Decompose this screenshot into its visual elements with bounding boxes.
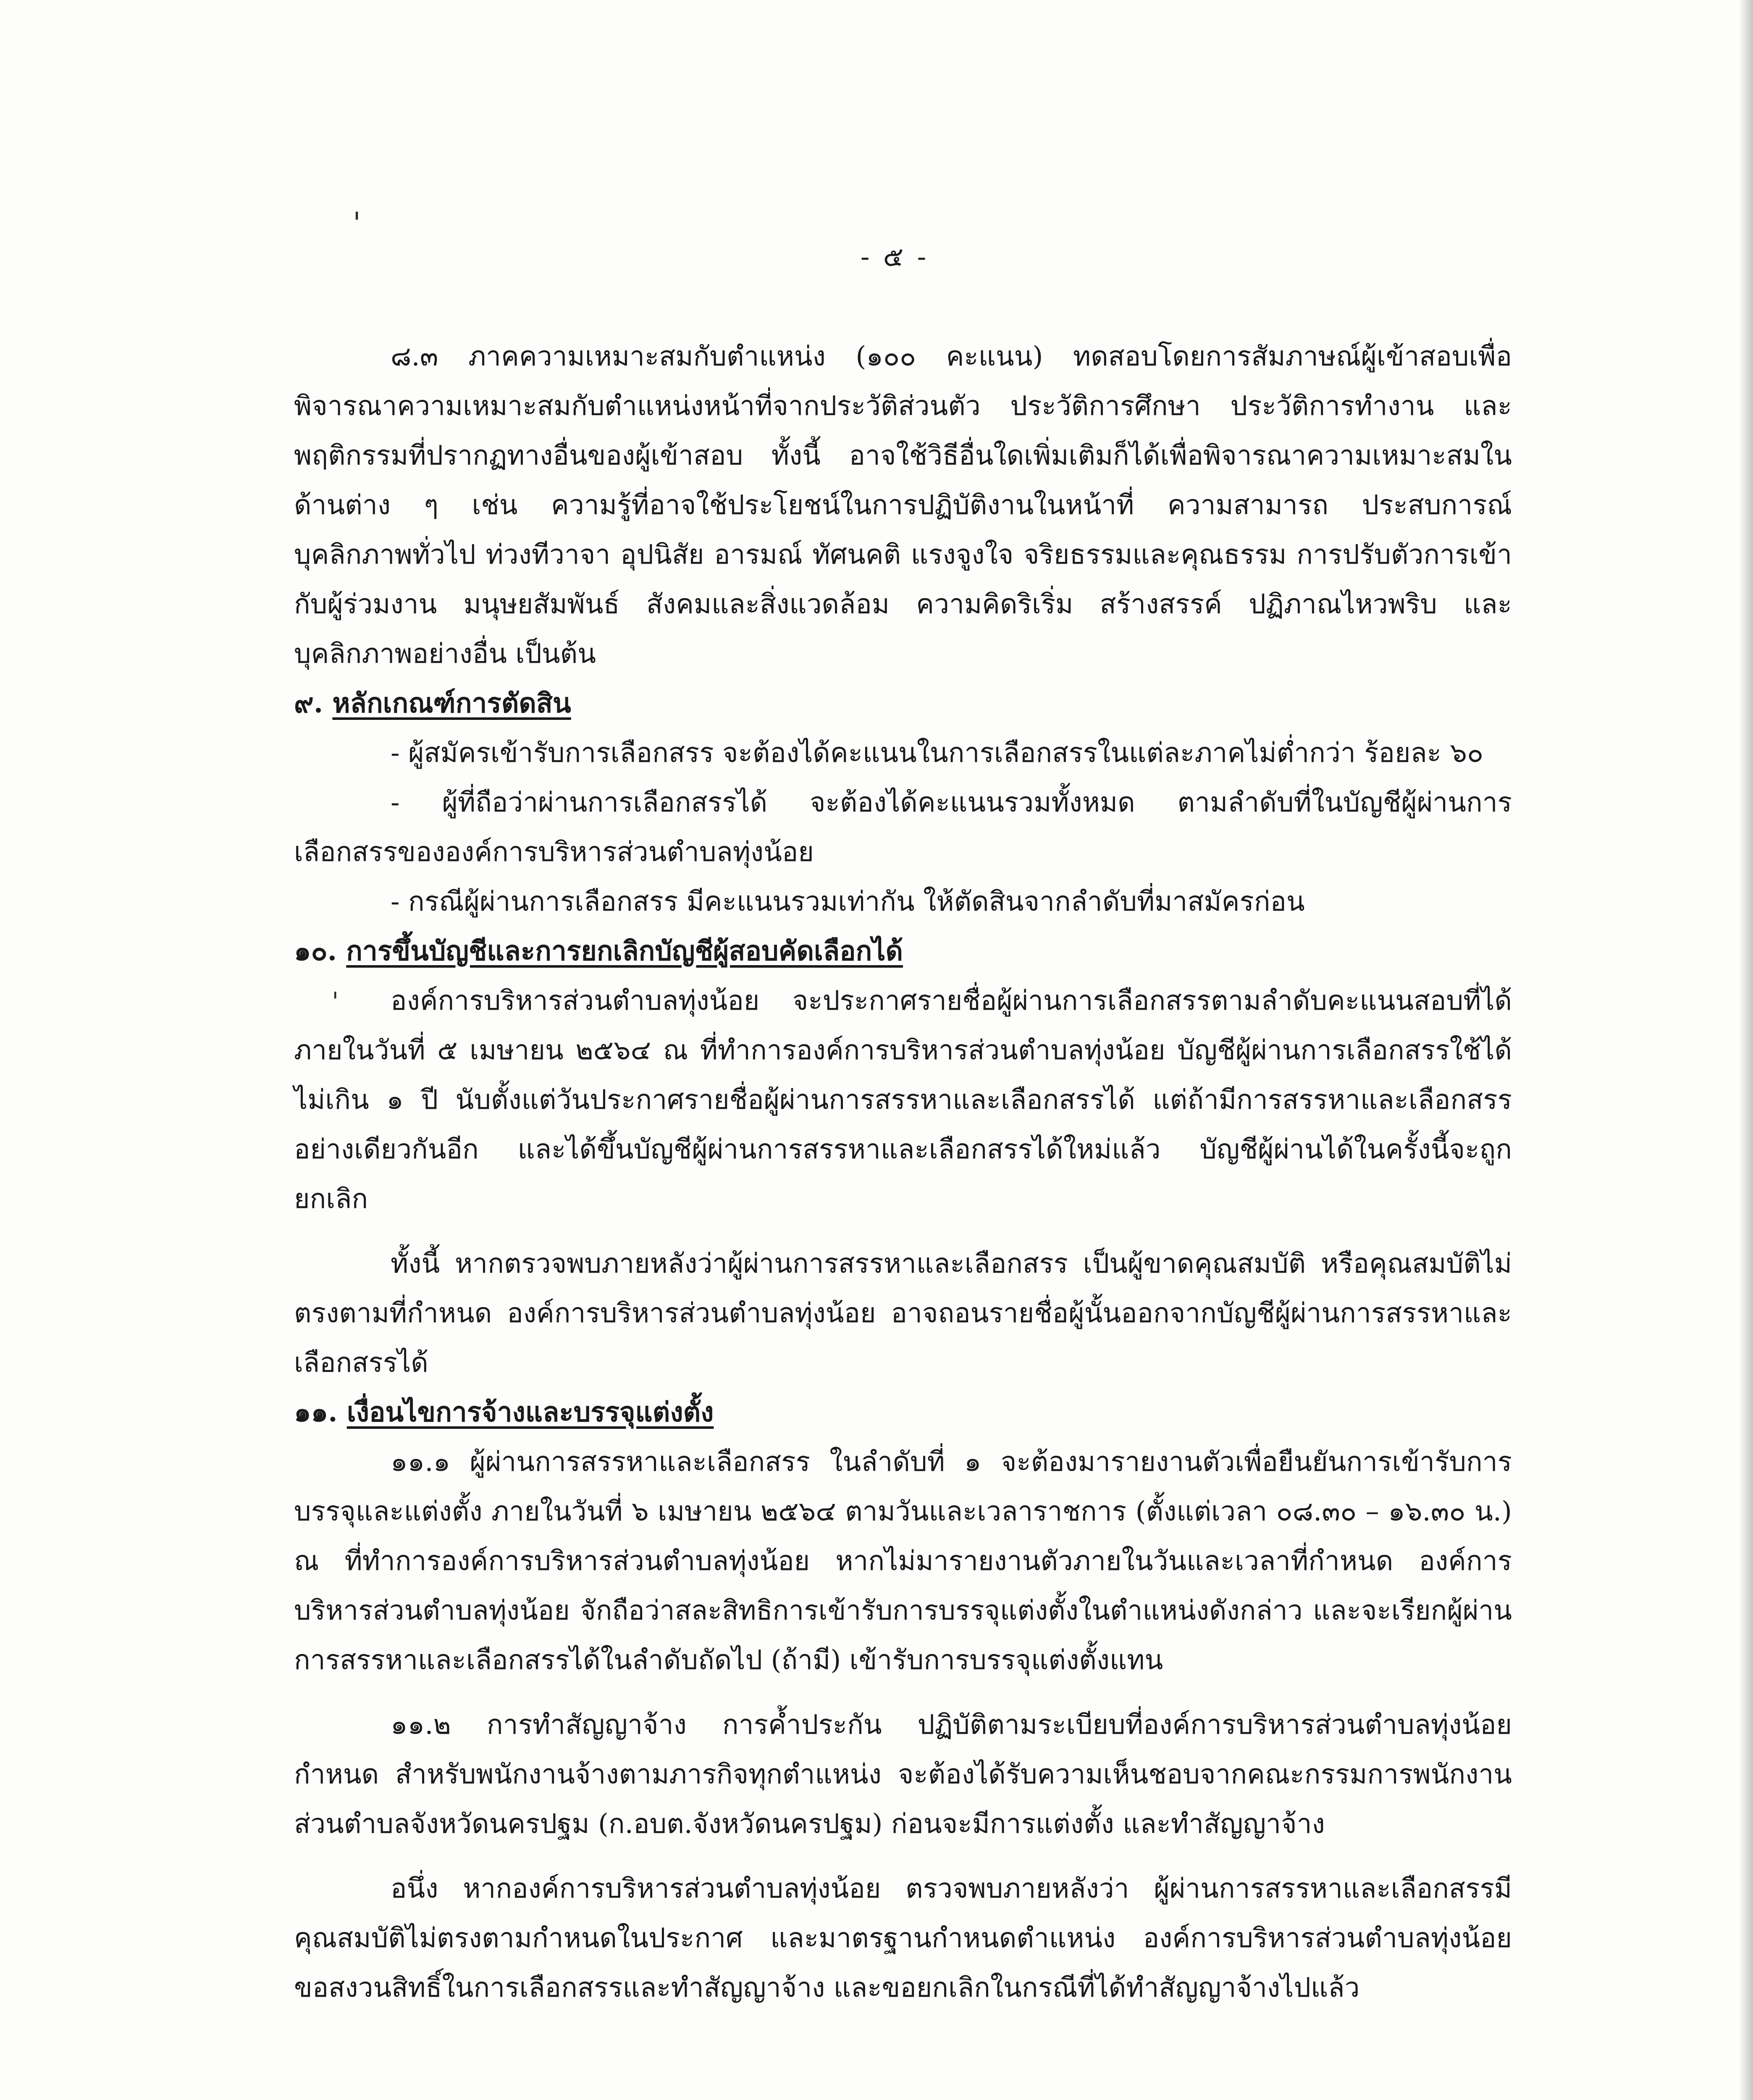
section-11-paragraph-3: อนึ่ง หากองค์การบริหารส่วนตำบลทุ่งน้อย ตรวจพบภายหลังว่า ผู้ผ่านการสรรหาและเลือกสรรมีคุณสมบัติไม่ตรงตามกำหนดในประกาศ และมาตรฐานกำหนดตำแหน่ง องค์การบริหารส่วนตำบลทุ่งน้อย ขอสงวนสิทธิ์ในการเลือกสรรและทำสัญญาจ้าง และขอยกเลิกในกรณีที่ได้ทำสัญญาจ้างไปแล้ว <box>294 1873 1512 2003</box>
section-10-number: ๑๐. <box>294 935 337 967</box>
section-10-heading <box>294 927 1512 976</box>
document-body <box>294 332 1512 2013</box>
section-11-paragraph-2: ๑๑.๒ การทำสัญญาจ้าง การค้ำประกัน ปฏิบัติตามระเบียบที่องค์การบริหารส่วนตำบลทุ่งน้อยกำหนด สำหรับพนักงานจ้างตามภารกิจทุกตำแหน่ง จะต้องได้รับความเห็นชอบจากคณะกรรมการพนักงานส่วนตำบลจังหวัดนครปฐม (ก.อบต.จังหวัดนครปฐม) ก่อนจะมีการแต่งตั้ง และทำสัญญาจ้าง <box>294 1709 1512 1840</box>
section-9-title: หลักเกณฑ์การตัดสิน <box>332 688 571 719</box>
section-9-item-2: - ผู้ที่ถือว่าผ่านการเลือกสรรได้ จะต้องได้คะแนนรวมทั้งหมด ตามลำดับที่ในบัญชีผู้ผ่านการเลือกสรรขององค์การบริหารส่วนตำบลทุ่งน้อย <box>294 787 1512 868</box>
section-9-item-3: - กรณีผู้ผ่านการเลือกสรร มีคะแนนรวมเท่ากัน ให้ตัดสินจากลำดับที่มาสมัครก่อน <box>391 886 1305 917</box>
stray-pen-mark: ' <box>353 206 361 240</box>
section-11-title: เงื่อนไขการจ้างและบรรจุแต่งตั้ง <box>346 1396 714 1428</box>
page-edge-shadow <box>1739 0 1753 2100</box>
section-9-heading <box>294 679 1512 728</box>
section-11-paragraph-1: ๑๑.๑ ผู้ผ่านการสรรหาและเลือกสรร ในลำดับที่ ๑ จะต้องมารายงานตัวเพื่อยืนยันการเข้ารับการบรรจุและแต่งตั้ง ภายในวันที่ ๖ เมษายน ๒๕๖๔ ตามวันและเวลาราชการ (ตั้งแต่เวลา ๐๘.๓๐ – ๑๖.๓๐ น.) ณ ที่ทำการองค์การบริหารส่วนตำบลทุ่งน้อย หากไม่มารายงานตัวภายในวันและเวลาที่กำหนด องค์การบริหารส่วนตำบลทุ่งน้อย จักถือว่าสละสิทธิการเข้ารับการบรรจุแต่งตั้งในตำแหน่งดังกล่าว และจะเรียกผู้ผ่านการสรรหาและเลือกสรรได้ในลำดับถัดไป (ถ้ามี) เข้ารับการบรรจุแต่งตั้งแทน <box>294 1446 1512 1676</box>
section-11-heading <box>294 1388 1512 1437</box>
section-10-paragraph-2: ทั้งนี้ หากตรวจพบภายหลังว่าผู้ผ่านการสรรหาและเลือกสรร เป็นผู้ขาดคุณสมบัติ หรือคุณสมบัติไม่ตรงตามที่กำหนด องค์การบริหารส่วนตำบลทุ่งน้อย อาจถอนรายชื่อผู้นั้นออกจากบัญชีผู้ผ่านการสรรหาและเลือกสรรได้ <box>294 1248 1512 1378</box>
stray-pen-mark-2: ' <box>332 987 339 1016</box>
section-10-title: การขึ้นบัญชีและการยกเลิกบัญชีผู้สอบคัดเลือกได้ <box>346 935 903 967</box>
page-number: - ๕ - <box>860 242 929 273</box>
section-11-number: ๑๑. <box>294 1396 338 1428</box>
section-9-number: ๙. <box>294 688 323 719</box>
section-10-paragraph-1: องค์การบริหารส่วนตำบลทุ่งน้อย จะประกาศรายชื่อผู้ผ่านการเลือกสรรตามลำดับคะแนนสอบที่ได้ ภายในวันที่ ๕ เมษายน ๒๕๖๔ ณ ที่ทำการองค์การบริหารส่วนตำบลทุ่งน้อย บัญชีผู้ผ่านการเลือกสรรใช้ได้ไม่เกิน ๑ ปี นับตั้งแต่วันประกาศรายชื่อผู้ผ่านการสรรหาและเลือกสรรได้ แต่ถ้ามีการสรรหาและเลือกสรรอย่างเดียวกันอีก และได้ขึ้นบัญชีผู้ผ่านการสรรหาและเลือกสรรได้ใหม่แล้ว บัญชีผู้ผ่านได้ในครั้งนี้จะถูกยกเลิก <box>294 985 1512 1215</box>
section-8-3-paragraph: ๘.๓ ภาคความเหมาะสมกับตำแหน่ง (๑๐๐ คะแนน) ทดสอบโดยการสัมภาษณ์ผู้เข้าสอบเพื่อพิจารณาความเหมาะสมกับตำแหน่งหน้าที่จากประวัติส่วนตัว ประวัติการศึกษา ประวัติการทำงาน และพฤติกรรมที่ปรากฏทางอื่นของผู้เข้าสอบ ทั้งนี้ อาจใช้วิธีอื่นใดเพิ่มเติมก็ได้เพื่อพิจารณาความเหมาะสมในด้านต่าง ๆ เช่น ความรู้ที่อาจใช้ประโยชน์ในการปฏิบัติงานในหน้าที่ ความสามารถ ประสบการณ์ บุคลิกภาพทั่วไป ท่วงทีวาจา อุปนิสัย อารมณ์ ทัศนคติ แรงจูงใจ จริยธรรมและคุณธรรม การปรับตัวการเข้ากับผู้ร่วมงาน มนุษยสัมพันธ์ สังคมและสิ่งแวดล้อม ความคิดริเริ่ม สร้างสรรค์ ปฏิภาณไหวพริบ และบุคลิกภาพอย่างอื่น เป็นต้น <box>294 341 1512 669</box>
section-9-item-1: - ผู้สมัครเข้ารับการเลือกสรร จะต้องได้คะแนนในการเลือกสรรในแต่ละภาคไม่ต่ำกว่า ร้อยละ ๖๐ <box>391 738 1484 769</box>
